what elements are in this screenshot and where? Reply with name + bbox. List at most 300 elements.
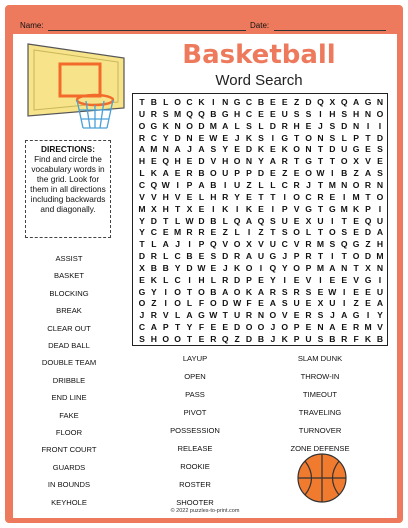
grid-letter[interactable]: G: [352, 239, 360, 250]
grid-letter[interactable]: U: [376, 286, 384, 297]
grid-letter[interactable]: I: [343, 191, 346, 202]
grid-letter[interactable]: V: [293, 239, 300, 250]
grid-letter[interactable]: T: [258, 191, 264, 202]
grid-letter[interactable]: I: [188, 274, 191, 285]
grid-letter[interactable]: T: [317, 156, 324, 167]
grid-letter[interactable]: T: [163, 215, 169, 226]
grid-letter[interactable]: H: [174, 156, 181, 167]
grid-letter[interactable]: X: [139, 262, 145, 273]
grid-letter[interactable]: N: [245, 156, 253, 167]
grid-letter[interactable]: I: [271, 132, 275, 143]
grid-letter[interactable]: V: [139, 191, 145, 202]
grid-letter[interactable]: D: [150, 215, 157, 226]
grid-letter[interactable]: R: [150, 251, 157, 262]
grid-letter[interactable]: K: [162, 120, 169, 131]
grid-letter[interactable]: E: [305, 298, 312, 309]
grid-letter[interactable]: L: [198, 191, 205, 202]
grid-letter[interactable]: A: [245, 215, 253, 226]
grid-letter[interactable]: T: [175, 322, 181, 333]
grid-letter[interactable]: P: [293, 334, 300, 344]
grid-letter[interactable]: N: [341, 262, 348, 273]
grid-letter[interactable]: T: [139, 239, 145, 250]
grid-letter[interactable]: W: [233, 298, 242, 309]
grid-letter[interactable]: X: [150, 203, 157, 214]
grid-letter[interactable]: U: [234, 179, 241, 190]
grid-letter[interactable]: R: [234, 251, 241, 262]
grid-letter[interactable]: A: [245, 251, 253, 262]
grid-letter[interactable]: C: [281, 179, 288, 190]
grid-letter[interactable]: N: [376, 97, 384, 107]
grid-letter[interactable]: Q: [257, 215, 265, 226]
grid-letter[interactable]: K: [222, 203, 229, 214]
grid-letter[interactable]: D: [376, 132, 384, 143]
grid-letter[interactable]: N: [376, 179, 384, 190]
grid-letter[interactable]: E: [353, 286, 359, 297]
grid-letter[interactable]: L: [234, 227, 240, 238]
grid-letter[interactable]: N: [317, 322, 324, 333]
grid-letter[interactable]: E: [246, 191, 252, 202]
grid-letter[interactable]: O: [186, 120, 193, 131]
grid-letter[interactable]: H: [234, 108, 241, 119]
grid-letter[interactable]: Z: [294, 97, 300, 107]
grid-letter[interactable]: J: [282, 251, 288, 262]
grid-letter[interactable]: B: [376, 334, 384, 344]
grid-letter[interactable]: O: [376, 108, 384, 119]
grid-letter[interactable]: V: [258, 239, 264, 250]
grid-letter[interactable]: H: [162, 203, 169, 214]
grid-letter[interactable]: C: [150, 227, 157, 238]
grid-letter[interactable]: P: [246, 274, 252, 285]
grid-letter[interactable]: T: [317, 203, 324, 214]
grid-letter[interactable]: E: [258, 274, 264, 285]
grid-letter[interactable]: D: [305, 97, 312, 107]
grid-letter[interactable]: M: [352, 191, 360, 202]
grid-letter[interactable]: B: [210, 286, 217, 297]
grid-letter[interactable]: S: [329, 120, 336, 131]
grid-letter[interactable]: R: [293, 179, 300, 190]
grid-letter[interactable]: E: [198, 132, 205, 143]
grid-letter[interactable]: E: [174, 168, 181, 179]
grid-letter[interactable]: I: [164, 286, 167, 297]
grid-letter[interactable]: G: [281, 132, 289, 143]
grid-letter[interactable]: X: [317, 298, 324, 309]
grid-letter[interactable]: M: [316, 239, 325, 250]
grid-letter[interactable]: R: [210, 334, 217, 344]
grid-letter[interactable]: V: [174, 191, 181, 202]
grid-letter[interactable]: D: [234, 274, 241, 285]
grid-letter[interactable]: D: [222, 298, 229, 309]
grid-letter[interactable]: Q: [233, 215, 241, 226]
grid-letter[interactable]: V: [377, 322, 383, 333]
grid-letter[interactable]: X: [186, 203, 193, 214]
grid-letter[interactable]: A: [269, 156, 276, 167]
grid-letter[interactable]: B: [210, 108, 217, 119]
grid-letter[interactable]: A: [376, 227, 384, 238]
grid-letter[interactable]: Y: [150, 286, 157, 297]
grid-letter[interactable]: I: [331, 168, 334, 179]
grid-letter[interactable]: M: [174, 227, 182, 238]
grid-letter[interactable]: G: [198, 310, 205, 321]
grid-letter[interactable]: Q: [198, 108, 205, 119]
grid-letter[interactable]: Q: [340, 97, 348, 107]
grid-letter[interactable]: O: [233, 239, 241, 250]
grid-letter[interactable]: Z: [258, 227, 264, 238]
grid-letter[interactable]: B: [198, 168, 205, 179]
grid-letter[interactable]: U: [376, 215, 384, 226]
grid-letter[interactable]: A: [174, 144, 181, 155]
grid-letter[interactable]: F: [246, 298, 252, 309]
grid-letter[interactable]: G: [352, 144, 360, 155]
grid-letter[interactable]: K: [245, 203, 253, 214]
grid-letter[interactable]: G: [352, 310, 360, 321]
grid-letter[interactable]: R: [281, 120, 288, 131]
grid-letter[interactable]: X: [353, 156, 359, 167]
grid-letter[interactable]: R: [364, 179, 372, 190]
grid-letter[interactable]: T: [341, 215, 347, 226]
grid-letter[interactable]: E: [269, 97, 276, 107]
grid-letter[interactable]: T: [270, 227, 276, 238]
grid-letter[interactable]: E: [198, 251, 205, 262]
grid-letter[interactable]: I: [366, 310, 370, 321]
grid-letter[interactable]: N: [186, 132, 193, 143]
grid-letter[interactable]: D: [234, 322, 241, 333]
grid-letter[interactable]: O: [245, 262, 253, 273]
grid-letter[interactable]: T: [270, 191, 276, 202]
grid-letter[interactable]: F: [198, 298, 205, 309]
grid-letter[interactable]: E: [353, 215, 359, 226]
grid-letter[interactable]: L: [258, 179, 264, 190]
grid-letter[interactable]: T: [139, 97, 145, 107]
grid-letter[interactable]: D: [245, 144, 253, 155]
grid-letter[interactable]: I: [366, 120, 370, 131]
grid-letter[interactable]: A: [186, 310, 193, 321]
grid-letter[interactable]: S: [305, 286, 312, 297]
grid-letter[interactable]: C: [245, 97, 253, 107]
grid-letter[interactable]: Y: [281, 262, 288, 273]
grid-letter[interactable]: T: [317, 179, 324, 190]
grid-letter[interactable]: C: [281, 239, 288, 250]
grid-letter[interactable]: Y: [174, 262, 181, 273]
grid-letter[interactable]: R: [198, 227, 205, 238]
name-line[interactable]: [48, 30, 246, 31]
grid-letter[interactable]: M: [376, 251, 384, 262]
grid-letter[interactable]: D: [269, 120, 276, 131]
grid-letter[interactable]: I: [331, 215, 334, 226]
grid-letter[interactable]: P: [198, 239, 205, 250]
grid-letter[interactable]: I: [319, 108, 322, 119]
grid-letter[interactable]: J: [306, 179, 311, 190]
grid-letter[interactable]: Z: [246, 179, 252, 190]
grid-letter[interactable]: L: [175, 310, 181, 321]
grid-letter[interactable]: R: [305, 251, 312, 262]
grid-letter[interactable]: S: [281, 227, 288, 238]
grid-letter[interactable]: E: [305, 120, 312, 131]
grid-letter[interactable]: K: [150, 274, 157, 285]
grid-letter[interactable]: E: [365, 286, 371, 297]
grid-letter[interactable]: C: [245, 108, 253, 119]
grid-letter[interactable]: Z: [353, 298, 359, 309]
grid-letter[interactable]: Y: [234, 191, 240, 202]
grid-letter[interactable]: S: [377, 168, 383, 179]
grid-letter[interactable]: O: [376, 191, 384, 202]
grid-letter[interactable]: B: [329, 334, 336, 344]
grid-letter[interactable]: M: [138, 203, 146, 214]
grid-letter[interactable]: L: [210, 274, 216, 285]
grid-letter[interactable]: K: [281, 334, 288, 344]
grid-letter[interactable]: U: [281, 215, 288, 226]
grid-letter[interactable]: K: [198, 97, 205, 107]
grid-letter[interactable]: K: [353, 203, 360, 214]
grid-letter[interactable]: C: [305, 191, 312, 202]
grid-letter[interactable]: E: [258, 203, 264, 214]
grid-letter[interactable]: O: [174, 97, 181, 107]
grid-letter[interactable]: G: [328, 203, 336, 214]
grid-letter[interactable]: E: [365, 298, 371, 309]
grid-letter[interactable]: L: [163, 251, 169, 262]
grid-letter[interactable]: F: [353, 334, 359, 344]
grid-letter[interactable]: P: [234, 168, 240, 179]
grid-letter[interactable]: N: [353, 120, 360, 131]
grid-letter[interactable]: U: [138, 108, 146, 119]
grid-letter[interactable]: P: [305, 262, 312, 273]
grid-letter[interactable]: H: [138, 156, 146, 167]
grid-letter[interactable]: O: [352, 179, 360, 190]
grid-letter[interactable]: K: [245, 132, 253, 143]
grid-letter[interactable]: X: [329, 97, 336, 107]
grid-letter[interactable]: Z: [365, 239, 371, 250]
grid-letter[interactable]: H: [210, 191, 217, 202]
grid-letter[interactable]: R: [138, 132, 146, 143]
grid-letter[interactable]: V: [281, 310, 288, 321]
grid-letter[interactable]: H: [150, 334, 157, 344]
grid-letter[interactable]: N: [376, 262, 384, 273]
grid-letter[interactable]: E: [210, 322, 217, 333]
grid-letter[interactable]: P: [353, 132, 359, 143]
grid-letter[interactable]: Q: [221, 334, 229, 344]
grid-letter[interactable]: N: [341, 179, 348, 190]
grid-letter[interactable]: R: [150, 108, 157, 119]
grid-letter[interactable]: E: [150, 156, 157, 167]
grid-letter[interactable]: B: [210, 179, 217, 190]
grid-letter[interactable]: M: [364, 322, 372, 333]
grid-letter[interactable]: X: [305, 215, 312, 226]
grid-letter[interactable]: H: [293, 120, 300, 131]
grid-letter[interactable]: S: [293, 108, 300, 119]
grid-letter[interactable]: A: [269, 298, 276, 309]
grid-letter[interactable]: U: [305, 334, 312, 344]
grid-letter[interactable]: Z: [234, 334, 240, 344]
grid-letter[interactable]: O: [352, 251, 360, 262]
grid-letter[interactable]: R: [281, 156, 288, 167]
grid-letter[interactable]: E: [162, 227, 169, 238]
grid-letter[interactable]: S: [258, 132, 264, 143]
grid-letter[interactable]: G: [221, 108, 229, 119]
grid-letter[interactable]: Q: [162, 156, 170, 167]
grid-letter[interactable]: Y: [222, 144, 229, 155]
grid-letter[interactable]: L: [175, 215, 181, 226]
grid-letter[interactable]: J: [222, 262, 228, 273]
grid-letter[interactable]: X: [246, 239, 252, 250]
grid-letter[interactable]: S: [210, 144, 217, 155]
grid-letter[interactable]: E: [293, 215, 300, 226]
grid-letter[interactable]: E: [198, 334, 205, 344]
grid-letter[interactable]: N: [174, 120, 181, 131]
grid-letter[interactable]: L: [234, 120, 240, 131]
grid-letter[interactable]: L: [305, 227, 312, 238]
grid-letter[interactable]: D: [341, 120, 348, 131]
grid-letter[interactable]: K: [234, 262, 241, 273]
grid-letter[interactable]: V: [293, 203, 300, 214]
grid-letter[interactable]: B: [341, 168, 348, 179]
grid-letter[interactable]: A: [329, 262, 336, 273]
grid-letter[interactable]: H: [376, 239, 384, 250]
grid-letter[interactable]: S: [162, 108, 169, 119]
grid-letter[interactable]: N: [222, 97, 229, 107]
grid-letter[interactable]: I: [188, 239, 191, 250]
grid-letter[interactable]: W: [161, 179, 170, 190]
grid-letter[interactable]: E: [293, 310, 300, 321]
grid-letter[interactable]: Q: [364, 215, 372, 226]
grid-letter[interactable]: O: [233, 156, 241, 167]
grid-letter[interactable]: L: [163, 274, 169, 285]
grid-letter[interactable]: A: [162, 168, 169, 179]
grid-letter[interactable]: E: [317, 286, 324, 297]
grid-letter[interactable]: T: [294, 132, 300, 143]
grid-letter[interactable]: E: [139, 274, 145, 285]
grid-letter[interactable]: M: [316, 262, 325, 273]
grid-letter[interactable]: K: [245, 286, 253, 297]
grid-letter[interactable]: E: [365, 144, 371, 155]
grid-letter[interactable]: D: [174, 132, 181, 143]
grid-letter[interactable]: R: [269, 286, 276, 297]
grid-letter[interactable]: Y: [139, 215, 145, 226]
grid-letter[interactable]: I: [378, 203, 382, 214]
grid-letter[interactable]: R: [222, 191, 229, 202]
grid-letter[interactable]: G: [305, 203, 312, 214]
grid-letter[interactable]: V: [210, 156, 217, 167]
grid-letter[interactable]: L: [222, 215, 228, 226]
grid-letter[interactable]: O: [233, 286, 241, 297]
grid-letter[interactable]: A: [138, 144, 146, 155]
grid-letter[interactable]: O: [245, 322, 253, 333]
grid-letter[interactable]: E: [258, 298, 264, 309]
grid-letter[interactable]: S: [281, 298, 288, 309]
grid-letter[interactable]: A: [150, 322, 157, 333]
grid-letter[interactable]: E: [222, 132, 229, 143]
grid-letter[interactable]: S: [377, 144, 383, 155]
grid-letter[interactable]: L: [151, 239, 157, 250]
grid-letter[interactable]: S: [246, 120, 252, 131]
grid-letter[interactable]: R: [222, 274, 229, 285]
grid-letter[interactable]: O: [293, 262, 300, 273]
grid-letter[interactable]: F: [198, 322, 205, 333]
grid-letter[interactable]: A: [162, 239, 169, 250]
grid-letter[interactable]: J: [329, 310, 335, 321]
grid-letter[interactable]: M: [340, 203, 348, 214]
grid-letter[interactable]: S: [317, 334, 324, 344]
grid-letter[interactable]: Y: [258, 156, 264, 167]
grid-letter[interactable]: T: [175, 203, 181, 214]
grid-letter[interactable]: L: [341, 132, 347, 143]
grid-letter[interactable]: V: [305, 274, 312, 285]
grid-letter[interactable]: U: [317, 215, 324, 226]
grid-letter[interactable]: V: [222, 239, 229, 250]
grid-letter[interactable]: O: [293, 191, 300, 202]
grid-letter[interactable]: M: [328, 179, 336, 190]
grid-letter[interactable]: D: [186, 262, 193, 273]
grid-letter[interactable]: H: [353, 108, 360, 119]
grid-letter[interactable]: E: [198, 203, 205, 214]
grid-letter[interactable]: W: [328, 286, 337, 297]
grid-letter[interactable]: J: [139, 310, 145, 321]
grid-letter[interactable]: T: [222, 310, 228, 321]
grid-letter[interactable]: W: [209, 132, 218, 143]
grid-letter[interactable]: A: [376, 298, 384, 309]
grid-letter[interactable]: P: [162, 322, 169, 333]
grid-letter[interactable]: U: [329, 298, 336, 309]
grid-letter[interactable]: C: [138, 179, 146, 190]
grid-letter[interactable]: B: [150, 97, 157, 107]
grid-letter[interactable]: M: [174, 108, 182, 119]
grid-letter[interactable]: O: [281, 322, 289, 333]
grid-letter[interactable]: E: [341, 322, 348, 333]
grid-letter[interactable]: U: [341, 144, 348, 155]
grid-letter[interactable]: C: [174, 251, 181, 262]
grid-letter[interactable]: H: [198, 274, 205, 285]
date-line[interactable]: [274, 30, 386, 31]
grid-letter[interactable]: U: [293, 298, 300, 309]
grid-letter[interactable]: E: [222, 322, 229, 333]
grid-letter[interactable]: Q: [186, 108, 193, 119]
grid-letter[interactable]: Z: [353, 168, 359, 179]
grid-letter[interactable]: R: [150, 310, 157, 321]
grid-letter[interactable]: O: [198, 286, 205, 297]
grid-letter[interactable]: G: [364, 97, 372, 107]
grid-letter[interactable]: B: [257, 97, 265, 107]
grid-letter[interactable]: Z: [151, 298, 157, 309]
grid-letter[interactable]: O: [293, 144, 300, 155]
grid-letter[interactable]: R: [186, 168, 193, 179]
grid-letter[interactable]: U: [269, 239, 276, 250]
grid-letter[interactable]: I: [224, 179, 227, 190]
grid-letter[interactable]: S: [329, 239, 336, 250]
grid-letter[interactable]: J: [270, 322, 276, 333]
grid-letter[interactable]: K: [364, 334, 372, 344]
grid-letter[interactable]: A: [341, 310, 348, 321]
grid-letter[interactable]: O: [174, 298, 181, 309]
grid-letter[interactable]: R: [186, 227, 193, 238]
grid-letter[interactable]: K: [281, 144, 288, 155]
grid-letter[interactable]: N: [257, 310, 265, 321]
grid-letter[interactable]: W: [316, 168, 325, 179]
grid-letter[interactable]: J: [187, 144, 192, 155]
grid-letter[interactable]: H: [162, 191, 169, 202]
grid-letter[interactable]: C: [138, 322, 146, 333]
grid-letter[interactable]: V: [365, 156, 371, 167]
grid-letter[interactable]: O: [305, 132, 312, 143]
grid-letter[interactable]: P: [186, 179, 193, 190]
grid-letter[interactable]: T: [294, 156, 300, 167]
grid-letter[interactable]: E: [329, 191, 336, 202]
grid-letter[interactable]: A: [329, 322, 336, 333]
grid-letter[interactable]: P: [365, 203, 371, 214]
grid-letter[interactable]: P: [293, 251, 300, 262]
grid-letter[interactable]: Q: [269, 262, 277, 273]
grid-letter[interactable]: J: [318, 120, 323, 131]
grid-letter[interactable]: T: [186, 334, 193, 344]
grid-letter[interactable]: A: [353, 97, 360, 107]
grid-letter[interactable]: E: [341, 274, 348, 285]
